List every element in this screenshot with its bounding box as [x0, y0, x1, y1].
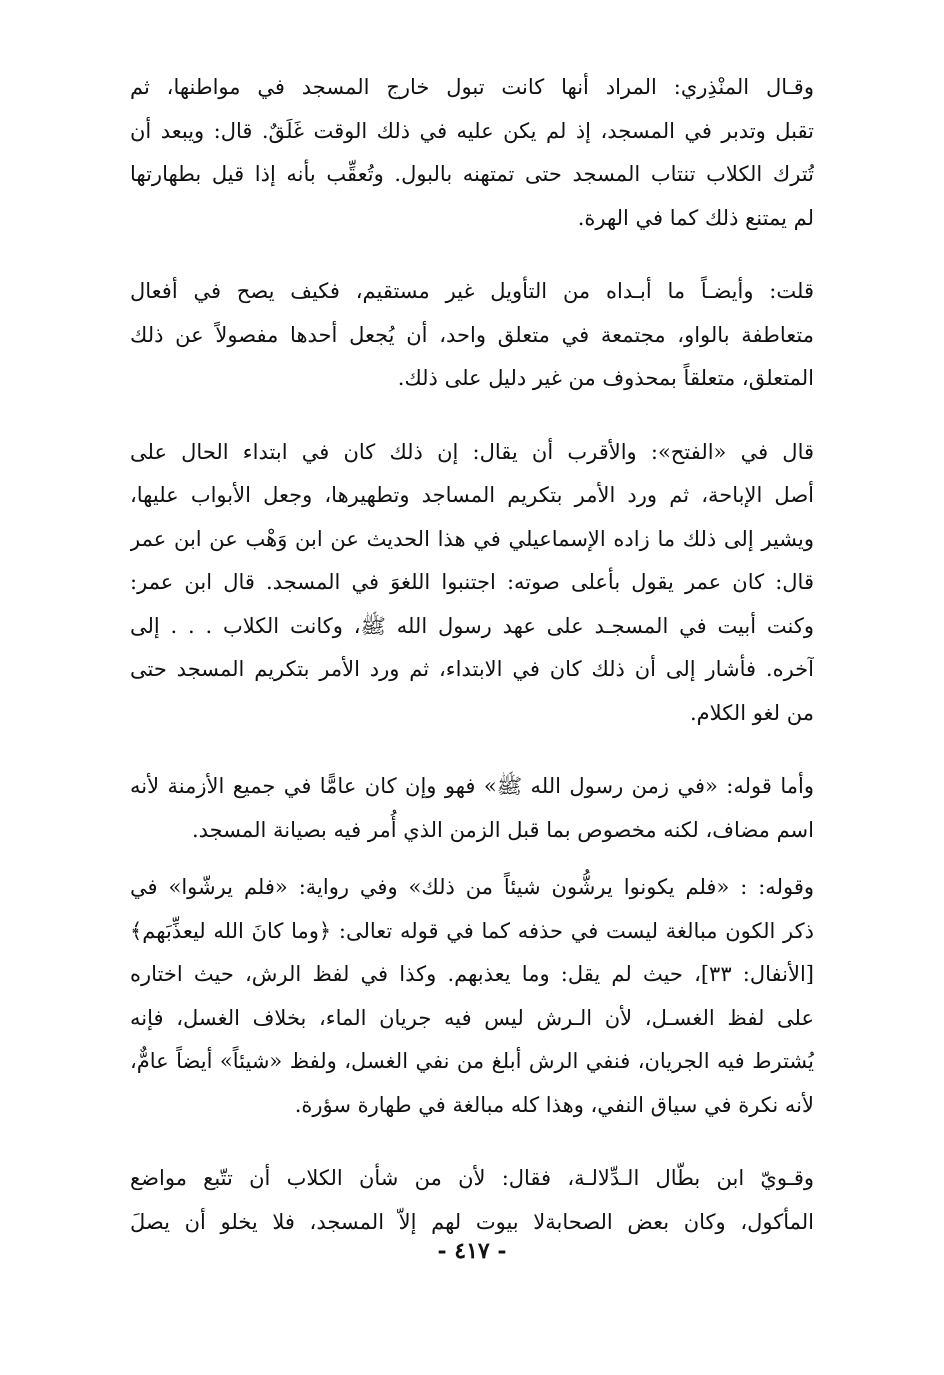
page-number: - ٤١٧ - — [437, 1238, 507, 1264]
text-line: أصل الإباحة، ثم ورد الأمر بتكريم المساجد وتطهيرها، وجعل الأبواب عليها، — [130, 483, 814, 507]
text-line: تُترك الكلاب تنتاب المسجد حتى تمتهنه بالبول. وتُعقِّب بأنه إذا قيل بطهارتها — [130, 162, 814, 186]
text-line: اسم مضاف، لكنه مخصوص بما قبل الزمن الذي أُمر فيه بصيانة المسجد. — [191, 817, 814, 842]
text-line: متعاطفة بالواو، مجتمعة في متعلق واحد، أن يُجعل أحدها مفصولاً عن ذلك — [130, 322, 814, 347]
text-line: قلت: وأيضـاً ما أبـداه من التأويل غير مستقيم، فكيف يصح في أفعال — [130, 279, 814, 303]
text-line: وقـال المنْذِري: المراد أنها كانت تبول خارج المسجد في مواطنها، ثم — [130, 75, 814, 99]
text-line: لأنه نكرة في سياق النفي، وهذا كله مبالغة في طهارة سؤرة. — [294, 1092, 814, 1117]
text-line: وأما قوله: «في زمن رسول الله ﷺ» فهو وإن كان عامًّا في جميع الأزمنة لأنه — [130, 774, 814, 798]
text-line: يُشترط فيه الجريان، فنفي الرش أبلغ من نفي الغسل، ولفظ «شيئاً» أيضاً عامٌّ، — [130, 1049, 814, 1073]
text-line: آخره. فأشار إلى أن ذلك كان في الابتداء، ثم ورد الأمر بتكريم المسجد حتى — [130, 657, 814, 681]
paragraph-amma-qawluhu — [130, 765, 814, 852]
text-line: [الأنفال: ٣٣]، حيث لم يقل: وما يعذبهم. وكذا في لفظ الرش، حيث اختاره — [130, 962, 814, 986]
paragraph-fath — [130, 431, 814, 736]
text-line: وكنت أبيت في المسجـد على عهد رسول الله ﷺ، وكانت الكلاب . . . إلى — [130, 613, 814, 638]
paragraph-wa-qawluhu — [130, 866, 814, 1127]
text-line: تقبل وتدبر في المسجد، إذ لم يكن عليه في ذلك الوقت غَلَقٌ. قال: ويبعد أن — [130, 118, 814, 143]
text-line: المتعلق، متعلقاً بمحذوف من غير دليل على ذلك. — [397, 366, 814, 390]
text-line: المأكول، وكان بعض الصحابةلا بيوت لهم إلاّ المسجد، فلا يخلو أن يصلَ — [130, 1209, 814, 1234]
paragraph-mundhiri — [130, 66, 814, 240]
text-line: لم يمتنع ذلك كما في الهرة. — [577, 205, 814, 230]
text-line: من لغو الكلام. — [689, 700, 814, 725]
text-line: على لفظ الغسـل، لأن الـرش ليس فيه جريان الماء، بخلاف الغسل، فإنه — [130, 1005, 814, 1030]
text-line-quran-verse: ذكر الكون مبالغة ليست في حذفه كما في قوله تعالى: ﴿وما كانَ الله ليعذِّبَهم﴾ — [130, 918, 814, 943]
text-line: ويشير إلى ذلك ما زاده الإسماعيلي في هذا الحديث عن ابن وَهْب عن ابن عمر — [130, 526, 814, 551]
paragraph-qultu — [130, 270, 814, 401]
text-line: وقـويّ ابن بطّال الـدِّلالـة، فقال: لأن من شأن الكلاب أن تتّبع مواضع — [130, 1166, 814, 1190]
paragraph-ibn-battal — [130, 1157, 814, 1244]
text-line: وقوله: : «فلم يكونوا يرشُّون شيئاً من ذلك» وفي رواية: «فلم يرشّوا» في — [130, 875, 814, 899]
page-body — [130, 66, 814, 1274]
text-line: قال: كان عمر يقول بأعلى صوته: اجتنبوا اللغوَ في المسجد. قال ابن عمر: — [130, 570, 814, 594]
text-line: قال في «الفتح»: والأقرب أن يقال: إن ذلك كان في ابتداء الحال على — [130, 439, 814, 464]
